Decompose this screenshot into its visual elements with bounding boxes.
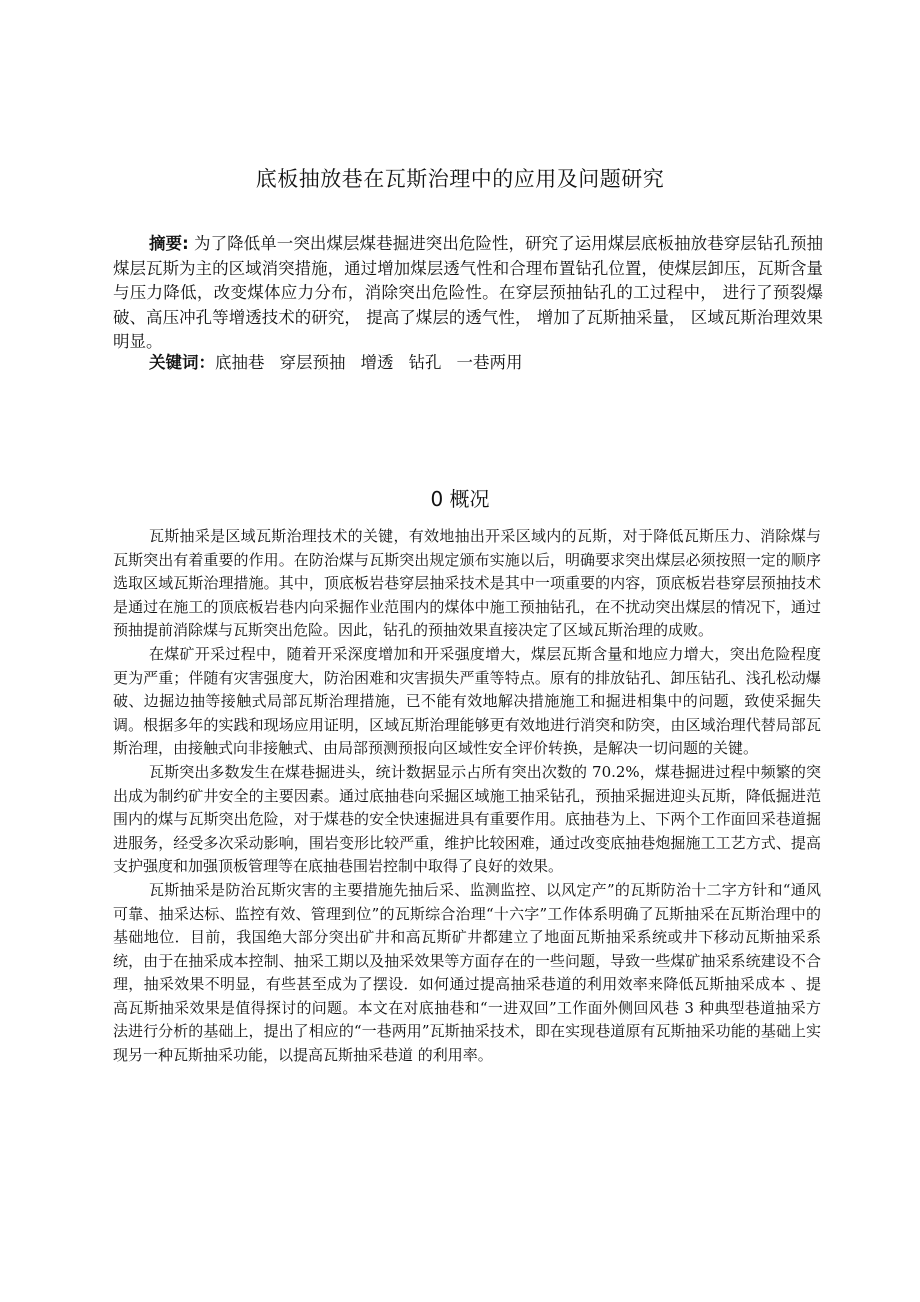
- body-paragraph: 瓦斯抽采是区域瓦斯治理技术的关键，有效地抽出开采区域内的瓦斯，对于降低瓦斯压力、消除煤与瓦斯突出有着重要的作用。在防治煤与瓦斯突出规定颁布实施以后，明确要求突出煤层必须按照一定的顺序选取区域瓦斯治理措施。其中，顶底板岩巷穿层抽采技术是其中一项重要的内容，顶底板岩巷穿层预抽技术是通过在施工的顶底板岩巷内向采掘作业范围内的煤体中施工预抽钻孔，在不扰动突出煤层的情况下，通过预抽提前消除煤与瓦斯突出危险。因此，钻孔的预抽效果直接决定了区域瓦斯治理的成败。: [113, 527, 821, 640]
- keyword-item: 钻孔: [408, 353, 442, 372]
- keywords-label: 关键词：: [149, 353, 215, 372]
- keyword-item: 增透: [360, 353, 394, 372]
- section-body: [113, 525, 821, 1068]
- section-heading: 0 概况: [430, 487, 490, 511]
- abstract: [113, 232, 823, 355]
- body-paragraph: 瓦斯突出多数发生在煤巷掘进头，统计数据显示占所有突出次数的 70.2%，煤巷掘进过程中频繁的突出成为制约矿井安全的主要因素。通过底抽巷向采掘区域施工抽采钻孔，预抽采掘进迎头瓦斯，降低掘进范围内的煤与瓦斯突出危险，对于煤巷的安全快速掘进具有重要作用。底抽巷为上、下两个工作面回采巷道掘进服务，经受多次采动影响，围岩变形比较严重，维护比较困难，通过改变底抽巷炮掘施工工艺方式、提高支护强度和加强顶板管理等在底抽巷围岩控制中取得了良好的效果。: [113, 762, 821, 876]
- keyword-item: 穿层预抽: [279, 353, 346, 372]
- keyword-item: 底抽巷: [215, 353, 265, 372]
- paper-title: 底板抽放巷在瓦斯治理中的应用及问题研究: [255, 167, 665, 191]
- keywords: [149, 351, 538, 376]
- keyword-item: 一巷两用: [456, 353, 523, 372]
- body-paragraph: 在煤矿开采过程中，随着开采深度增加和开采强度增大，煤层瓦斯含量和地应力增大，突出危险程度更为严重；伴随有灾害强度大，防治困难和灾害损失严重等特点。原有的排放钻孔、卸压钻孔、浅孔松动爆破、边掘边抽等接触式局部瓦斯治理措施，已不能有效地解决措施施工和掘进相集中的问题，致使采掘失调。根据多年的实践和现场应用证明，区域瓦斯治理能够更有效地进行消突和防突，由区域治理代替局部瓦斯治理，由接触式向非接触式、由局部预测预报向区域性安全评价转换，是解决一切问题的关键。: [113, 644, 821, 758]
- abstract-text: 为了降低单一突出煤层煤巷掘进突出危险性，研究了运用煤层底板抽放巷穿层钻孔预抽煤层瓦斯为主的区域消突措施，通过增加煤层透气性和合理布置钻孔位置，使煤层卸压，瓦斯含量与压力降低，改变煤体应力分布，消除突出危险性。在穿层预抽钻孔的工过程中， 进行了预裂爆破、高压冲孔等增透技术的研究， 提高了煤层的透气性， 增加了瓦斯抽采量， 区域瓦斯治理效果明显。: [113, 234, 823, 351]
- abstract-label: 摘要:: [149, 234, 189, 253]
- body-paragraph: 瓦斯抽采是防治瓦斯灾害的主要措施先抽后采、监测监控、以风定产”的瓦斯防治十二字方针和“通风可靠、抽采达标、监控有效、管理到位”的瓦斯综合治理“十六字”工作体系明确了瓦斯抽采在瓦斯治理中的基础地位．目前，我国绝大部分突出矿井和高瓦斯矿井都建立了地面瓦斯抽采系统或井下移动瓦斯抽采系统，由于在抽采成本控制、抽采工期以及抽采效果等方面存在的一些问题，导致一些煤矿抽采系统建设不合理，抽采效果不明显，有些甚至成为了摆设．如何通过提高抽采巷道的利用效率来降低瓦斯抽采成本 、提高瓦斯抽采效果是值得探讨的问题。本文在对底抽巷和“一进双回”工作面外侧回风巷 3 种典型巷道抽采方法进行分析的基础上，提出了相应的“一巷两用”瓦斯抽采技术，即在实现巷道原有瓦斯抽采功能的基础上实现另一种瓦斯抽采功能，以提高瓦斯抽采巷道 的利用率。: [113, 880, 821, 1065]
